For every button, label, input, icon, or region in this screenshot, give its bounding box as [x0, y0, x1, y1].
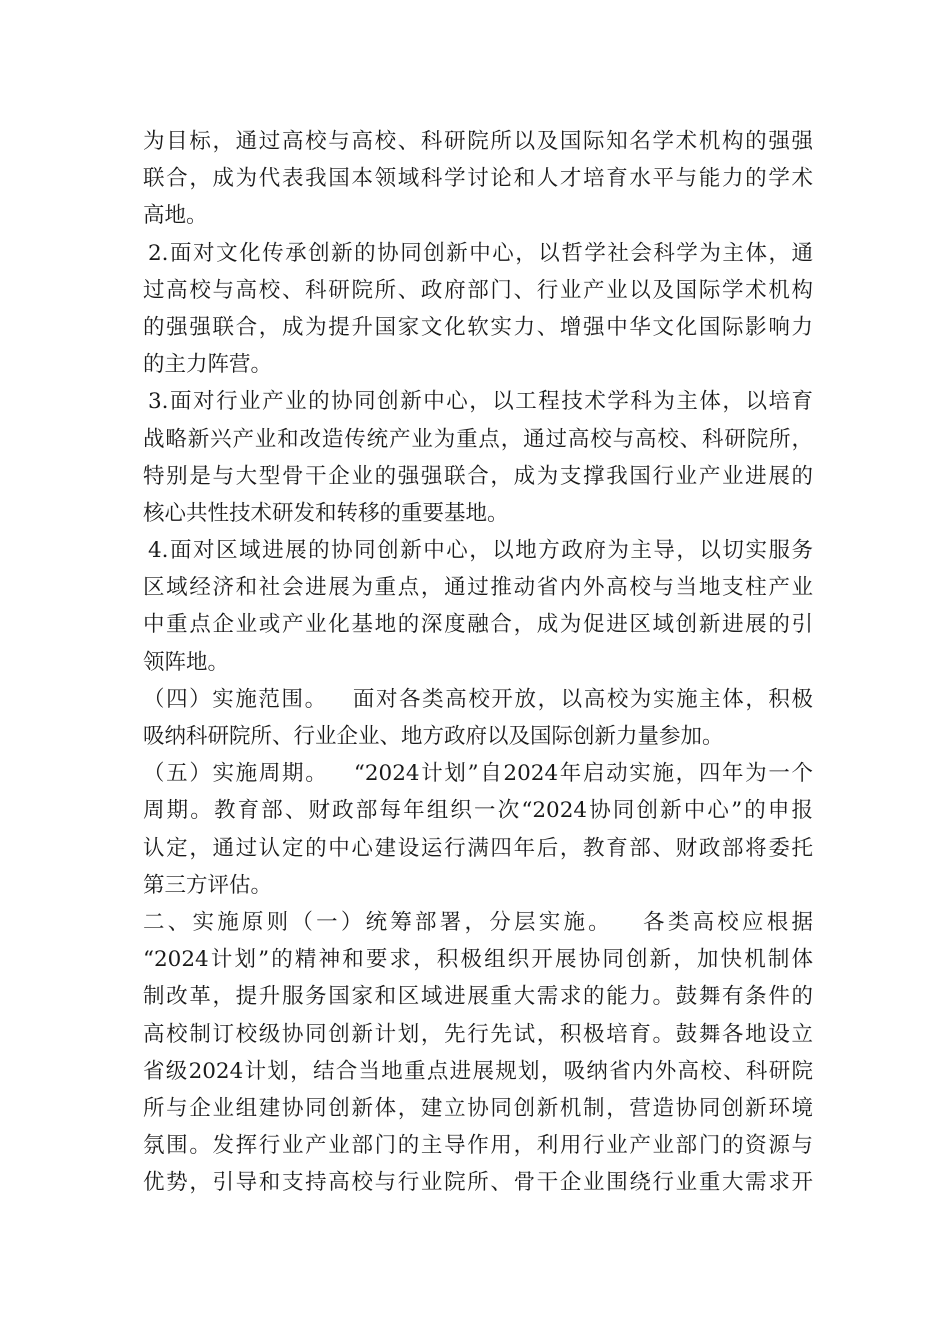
- text-line: 高地。: [143, 203, 208, 229]
- text-line: 中重点企业或产业化基地的深度融合，成为促进区域创新进展的引: [143, 612, 813, 638]
- text-line: （五）实施周期。 “2024计划”自2024年启动实施，四年为一个: [143, 761, 813, 787]
- text-line: 省级2024计划，结合当地重点进展规划，吸纳省内外高校、科研院: [143, 1058, 813, 1084]
- text-line: “2024计划”的精神和要求，积极组织开展协同创新，加快机制体: [143, 947, 813, 973]
- text-line: 优势，引导和支持高校与行业院所、骨干企业围绕行业重大需求开: [143, 1170, 813, 1196]
- text-line: 区域经济和社会进展为重点，通过推动省内外高校与当地支柱产业: [143, 575, 813, 601]
- text-line: 第三方评估。: [143, 872, 273, 898]
- text-line: 过高校与高校、科研院所、政府部门、行业产业以及国际学术机构: [143, 277, 813, 303]
- text-line: 所与企业组建协同创新体，建立协同创新机制，营造协同创新环境: [143, 1095, 813, 1121]
- text-line: 周期。教育部、财政部每年组织一次“2024协同创新中心”的申报: [143, 798, 813, 824]
- text-line: 2.面对文化传承创新的协同创新中心，以哲学社会科学为主体，通: [148, 240, 813, 266]
- text-line: 3.面对行业产业的协同创新中心，以工程技术学科为主体，以培育: [148, 389, 813, 415]
- text-line: 二、实施原则（一）统筹部署，分层实施。 各类高校应根据: [143, 909, 813, 935]
- document-body: [143, 123, 813, 1201]
- text-line: 的强强联合，成为提升国家文化软实力、增强中华文化国际影响力: [143, 314, 813, 340]
- text-line: 的主力阵营。: [143, 352, 273, 378]
- text-line: 制改革，提升服务国家和区域进展重大需求的能力。鼓舞有条件的: [143, 984, 813, 1010]
- text-line: 战略新兴产业和改造传统产业为重点，通过高校与高校、科研院所，: [143, 426, 813, 452]
- text-line: 吸纳科研院所、行业企业、地方政府以及国际创新力量参加。: [143, 724, 724, 749]
- text-line: 高校制订校级协同创新计划，先行先试，积极培育。鼓舞各地设立: [143, 1021, 813, 1047]
- text-line: 核心共性技术研发和转移的重要基地。: [143, 500, 509, 526]
- text-line: 特别是与大型骨干企业的强强联合，成为支撑我国行业产业进展的: [143, 463, 813, 489]
- text-line: 4.面对区域进展的协同创新中心，以地方政府为主导，以切实服务: [148, 538, 813, 564]
- text-line: （四）实施范围。 面对各类高校开放，以高校为实施主体，积极: [143, 686, 813, 712]
- text-line: 联合，成为代表我国本领域科学讨论和人才培育水平与能力的学术: [143, 166, 813, 192]
- text-line: 领阵地。: [143, 649, 230, 675]
- text-line: 为目标，通过高校与高校、科研院所以及国际知名学术机构的强强: [143, 129, 813, 154]
- text-line: 氛围。发挥行业产业部门的主导作用，利用行业产业部门的资源与: [143, 1133, 813, 1159]
- text-line: 认定，通过认定的中心建设运行满四年后，教育部、财政部将委托: [143, 835, 813, 861]
